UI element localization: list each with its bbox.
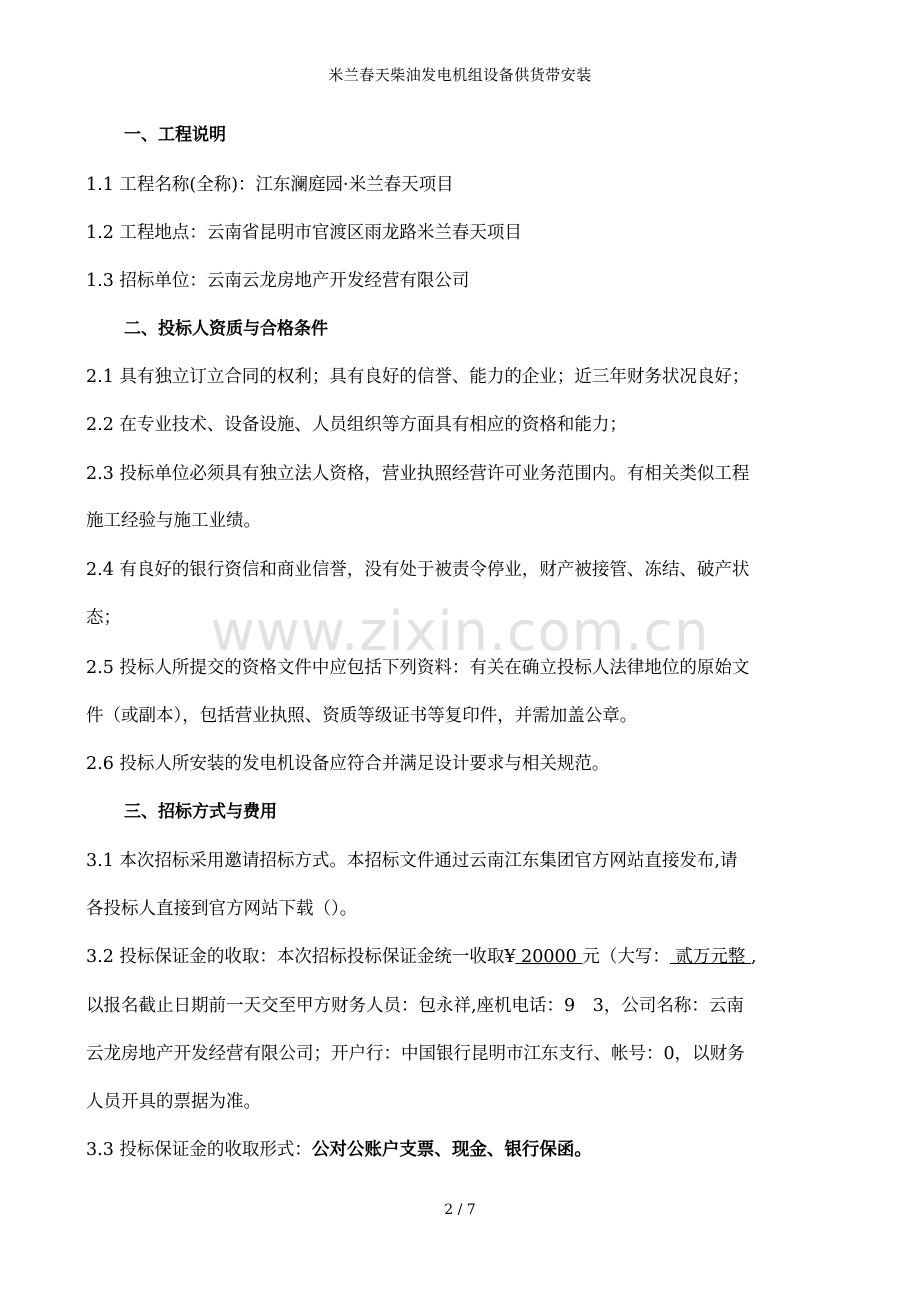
paragraph-line: 2.6 投标人所安装的发电机设备应符合并满足设计要求与相关规范。 <box>86 754 610 774</box>
paragraph-line: 2.3 投标单位必须具有独立法人资格，营业执照经营许可业务范围内。有相关类似工程 <box>86 464 750 484</box>
deposit-form-prefix: 3.3 投标保证金的收取形式： <box>86 1140 312 1160</box>
deposit-form-line <box>86 1137 846 1163</box>
deposit-amount: 20000 <box>515 947 583 967</box>
section-heading: 三、招标方式与费用 <box>124 802 277 822</box>
section-heading: 二、投标人资质与合格条件 <box>124 319 328 339</box>
paragraph-line: 件（或副本），包括营业执照、资质等级证书等复印件，并需加盖公章。 <box>86 706 638 726</box>
paragraph-line: 施工经验与施工业绩。 <box>86 511 261 531</box>
paragraph-line: 2.4 有良好的银行资信和商业信誉，没有处于被责令停业，财产被接管、冻结、破产状 <box>86 560 750 580</box>
paragraph-line: 以报名截止日期前一天交至甲方财务人员：包永祥,座机电话：9 3，公司名称：云南 <box>86 996 744 1016</box>
watermark: www.zixin.com.cn <box>210 600 710 663</box>
paragraph-line: 云龙房地产开发经营有限公司；开户行：中国银行昆明市江东支行、帐号：0，以财务 <box>86 1044 745 1064</box>
deposit-line <box>86 944 846 970</box>
deposit-form-methods: 公对公账户支票、现金、银行保函。 <box>311 1140 592 1160</box>
paragraph-line: 2.1 具有独立订立合同的权利；具有良好的信誉、能力的企业；近三年财务状况良好； <box>86 367 750 387</box>
paragraph-line: 2.2 在专业技术、设备设施、人员组织等方面具有相应的资格和能力； <box>86 415 627 435</box>
paragraph-line: 人员开具的票据为准。 <box>86 1092 261 1112</box>
paragraph-line: 态； <box>86 608 121 628</box>
paragraph-line: 2.5 投标人所提交的资格文件中应包括下列资料：有关在确立投标人法律地位的原始文 <box>86 658 750 678</box>
paragraph-line: 1.3 招标单位：云南云龙房地产开发经营有限公司 <box>86 271 470 291</box>
deposit-mid: 元（大写： <box>582 947 670 967</box>
deposit-suffix: , <box>750 947 757 967</box>
section-heading: 一、工程说明 <box>124 125 226 145</box>
page-header-title: 米兰春天柴油发电机组设备供货带安装 <box>328 66 592 84</box>
deposit-amount-words: 贰万元整 <box>669 947 751 967</box>
paragraph-line: 1.2 工程地点：云南省昆明市官渡区雨龙路米兰春天项目 <box>86 223 522 243</box>
paragraph-line: 3.1 本次招标采用邀请招标方式。本招标文件通过云南江东集团官方网站直接发布,请 <box>86 851 738 871</box>
page-number: 2 / 7 <box>444 1202 476 1218</box>
paragraph-line: 各投标人直接到官方网站下载（）。 <box>86 899 358 919</box>
deposit-prefix: 3.2 投标保证金的收取：本次招标投标保证金统一收取¥ <box>86 947 516 967</box>
paragraph-line: 1.1 工程名称(全称)：江东澜庭园·米兰春天项目 <box>86 175 454 195</box>
